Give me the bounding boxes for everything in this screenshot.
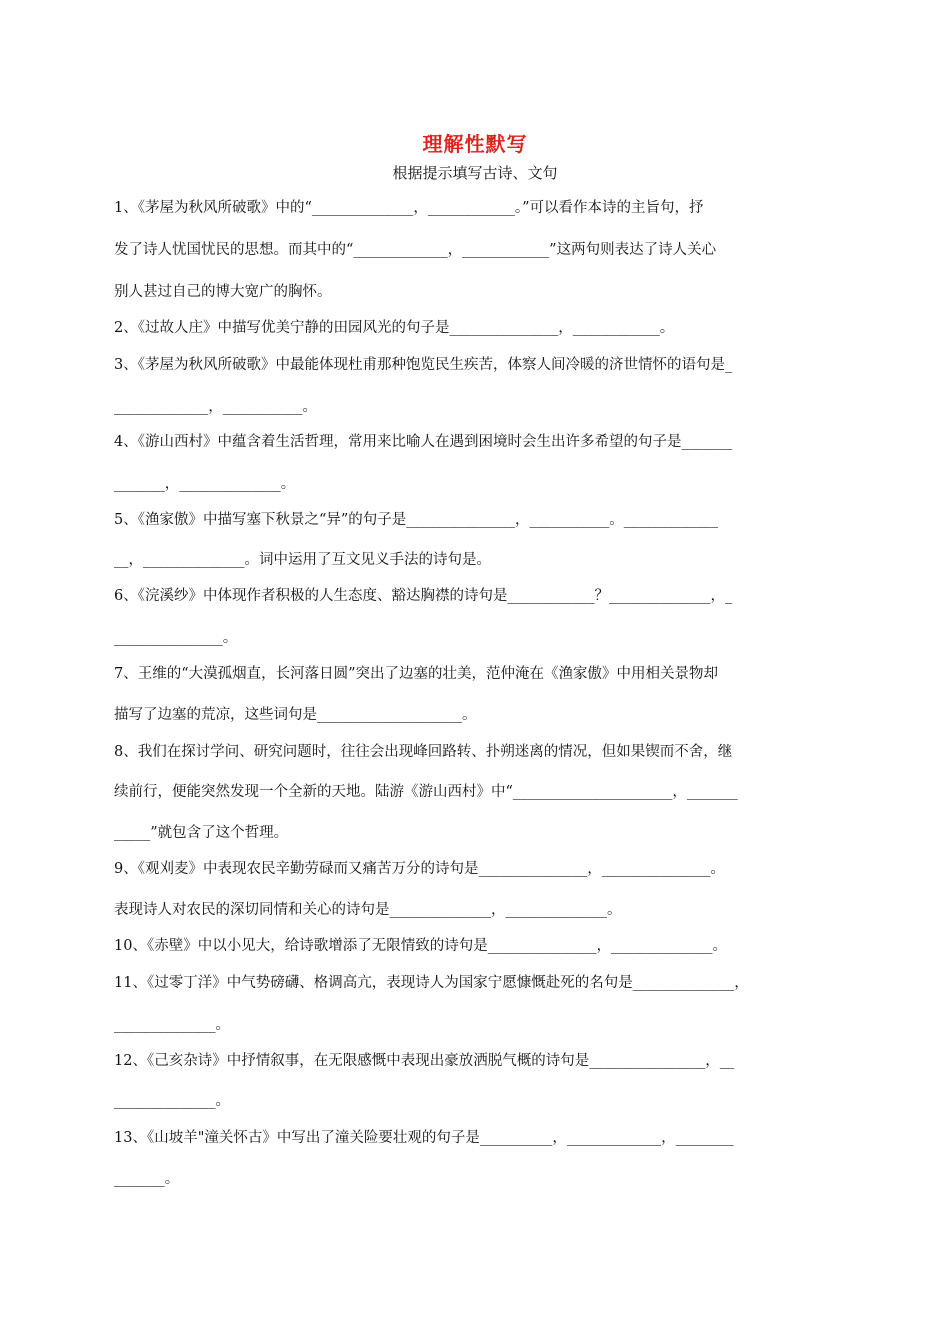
question-line: _______，______________。 — [114, 476, 296, 492]
question-line: 10、《赤壁》中以小见大，给诗歌增添了无限情致的诗句是_______________，______________。 — [114, 938, 727, 954]
question-line: 7、王维的“大漠孤烟直，长河落日圆”突出了边塞的壮美，范仲淹在《渔家傲》中用相关景物却 — [114, 666, 719, 682]
question-line: 别人甚过自己的博大宽广的胸怀。 — [114, 284, 332, 300]
question-line: 4、《游山西村》中蕴含着生活哲理，常用来比喻人在遇到困境时会生出许多希望的句子是_______ — [114, 434, 733, 450]
page-title: 理解性默写 — [422, 132, 528, 156]
question-line: 9、《观刈麦》中表现农民辛勤劳碌而又痛苦万分的诗句是_______________，_______________。 — [114, 861, 725, 877]
page-subtitle: 根据提示填写古诗、文句 — [392, 164, 558, 182]
question-line: _____”就包含了这个哲理。 — [114, 825, 289, 841]
question-line: ______________。 — [114, 1017, 230, 1033]
question-line: 1、《茅屋为秋风所破歌》中的“______________，____________。”可以看作本诗的主旨句，抒 — [114, 200, 704, 216]
question-line: 发了诗人忧国忧民的思想。而其中的“_____________，____________”这两句则表达了诗人关心 — [114, 242, 717, 258]
question-line: 12、《己亥杂诗》中抒情叙事，在无限感慨中表现出豪放洒脱气概的诗句是________________，__ — [114, 1053, 735, 1069]
question-line: _______________。 — [114, 630, 238, 646]
question-line: 11、《过零丁洋》中气势磅礴、格调高亢，表现诗人为国家宁愿慷慨赴死的名句是______________， — [114, 975, 749, 991]
question-line: _____________，___________。 — [114, 399, 317, 415]
question-line: 描写了边塞的荒凉，这些词句是____________________。 — [114, 707, 477, 723]
question-line: 8、我们在探讨学问、研究问题时，往往会出现峰回路转、扑朔迷离的情况，但如果锲而不舍，继 — [114, 744, 733, 760]
question-line: __，______________。词中运用了互文见义手法的诗句是。 — [114, 552, 491, 568]
question-line: 6、《浣溪纱》中体现作者积极的人生态度、豁达胸襟的诗句是____________？______________，_ — [114, 588, 733, 604]
question-line: 3、《茅屋为秋风所破歌》中最能体现杜甫那种饱览民生疾苦，体察人间冷暖的济世情怀的语句是_ — [114, 357, 733, 373]
question-line: _______。 — [114, 1171, 180, 1187]
question-line: 5、《渔家傲》中描写塞下秋景之“异”的句子是_______________，___________。_____________ — [114, 512, 719, 528]
question-line: ______________。 — [114, 1093, 230, 1109]
question-line: 表现诗人对农民的深切同情和关心的诗句是______________，______________。 — [114, 902, 622, 918]
question-line: 续前行，便能突然发现一个全新的天地。陆游《游山西村》中“______________________，_______ — [114, 784, 738, 800]
question-line: 13、《山坡羊"潼关怀古》中写出了潼关险要壮观的句子是__________，_____________，________ — [114, 1130, 734, 1146]
question-line: 2、《过故人庄》中描写优美宁静的田园风光的句子是_______________，____________。 — [114, 320, 675, 336]
